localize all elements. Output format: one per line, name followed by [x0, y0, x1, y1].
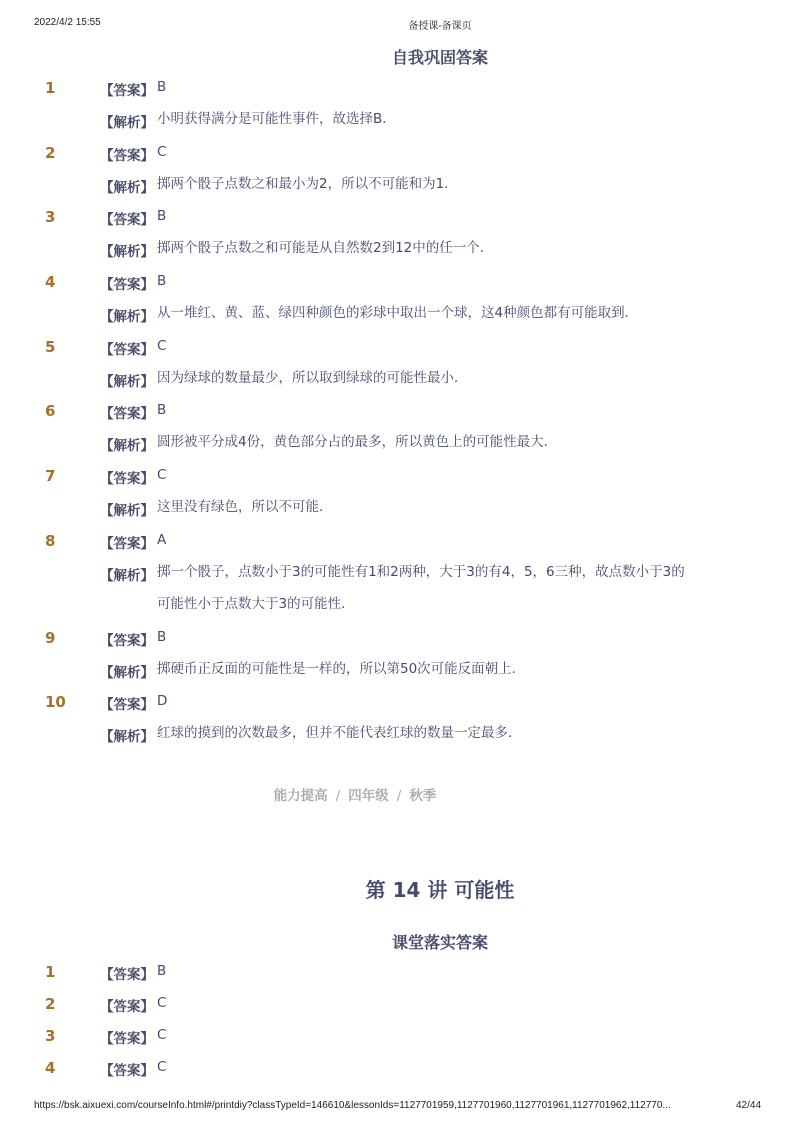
analysis-text — [157, 103, 737, 135]
breadcrumb-item: 秋季 — [409, 788, 437, 804]
answer-label: 【答案】 — [100, 633, 154, 649]
answer-label: 【答案】 — [100, 342, 154, 358]
answer-label: 【答案】 — [100, 536, 154, 552]
analysis-label: 【解析】 — [100, 180, 154, 196]
analysis-text — [157, 168, 737, 200]
analysis-line: 小明获得满分是可能性事件，故选择B． — [157, 111, 396, 127]
analysis-label: 【解析】 — [100, 438, 154, 454]
analysis-label: 【解析】 — [100, 665, 154, 681]
analysis-label: 【解析】 — [100, 729, 154, 745]
answer-value: B — [157, 963, 167, 979]
question-number: 9 — [45, 629, 56, 647]
answer-label: 【答案】 — [100, 277, 154, 293]
question-number: 4 — [45, 1059, 56, 1077]
answer-label: 【答案】 — [100, 697, 154, 713]
print-datetime: 2022/4/2 15:55 — [34, 17, 101, 28]
section-title-class-practice: 课堂落实答案 — [391, 933, 488, 952]
breadcrumb-item: 能力提高 — [273, 788, 328, 804]
section-title-self-review: 自我巩固答案 — [391, 48, 488, 67]
question-number: 5 — [45, 338, 56, 356]
analysis-line: 掷硬币正反面的可能性是一样的，所以第50次可能反面朝上． — [157, 661, 526, 677]
question-number: 7 — [45, 467, 56, 485]
answer-label: 【答案】 — [100, 471, 154, 487]
answer-value: B — [157, 273, 167, 289]
answer-label: 【答案】 — [100, 999, 154, 1015]
question-number: 6 — [45, 402, 56, 420]
answer-value: B — [157, 629, 167, 645]
page-number: 42/44 — [736, 1100, 762, 1111]
question-number: 2 — [45, 144, 56, 162]
analysis-line: 从一堆红、黄、蓝、绿四种颜色的彩球中取出一个球，这4种颜色都有可能取到． — [157, 305, 639, 321]
answer-value: C — [157, 995, 167, 1011]
print-footer — [0, 1100, 800, 1116]
question-number: 3 — [45, 1027, 56, 1045]
analysis-label: 【解析】 — [100, 244, 154, 260]
answer-value: A — [157, 532, 167, 548]
answer-value: C — [157, 338, 167, 354]
answer-label: 【答案】 — [100, 1031, 154, 1047]
question-number: 8 — [45, 532, 56, 550]
breadcrumb-item: 四年级 — [348, 788, 389, 804]
analysis-text — [157, 556, 737, 620]
analysis-label: 【解析】 — [100, 309, 154, 325]
answer-value: C — [157, 467, 167, 483]
answer-value: C — [157, 1027, 167, 1043]
answer-value: B — [157, 79, 167, 95]
analysis-text — [157, 653, 737, 685]
answer-label: 【答案】 — [100, 148, 154, 164]
analysis-text — [157, 491, 737, 523]
breadcrumb-separator: / — [396, 788, 402, 804]
analysis-line: 掷两个骰子点数之和可能是从自然数2到12中的任一个． — [157, 240, 494, 256]
analysis-label: 【解析】 — [100, 115, 154, 131]
answer-label: 【答案】 — [100, 83, 154, 99]
answer-value: B — [157, 208, 167, 224]
analysis-text — [157, 297, 737, 329]
analysis-line: 可能性小于点数大于3的可能性． — [157, 596, 355, 612]
analysis-line: 掷一个骰子，点数小于3的可能性有1和2两种，大于3的有4，5，6三种，故点数小于3的 — [157, 564, 685, 580]
question-number: 1 — [45, 963, 56, 981]
analysis-line: 因为绿球的数量最少，所以取到绿球的可能性最小． — [157, 370, 468, 386]
answer-label: 【答案】 — [100, 967, 154, 983]
question-number: 2 — [45, 995, 56, 1013]
answer-label: 【答案】 — [100, 406, 154, 422]
analysis-line: 红球的摸到的次数最多，但并不能代表红球的数量一定最多． — [157, 725, 522, 741]
analysis-label: 【解析】 — [100, 568, 154, 584]
analysis-text — [157, 362, 737, 394]
analysis-text — [157, 232, 737, 264]
question-number: 4 — [45, 273, 56, 291]
page-url: https://bsk.aixuexi.com/courseInfo.html#/printdiy?classTypeId=146610&lessonIds=1127701959,1127701960,1127701961,1127701962,112770... — [34, 1100, 671, 1111]
question-number: 3 — [45, 208, 56, 226]
question-number: 1 — [45, 79, 56, 97]
analysis-line: 这里没有绿色，所以不可能． — [157, 499, 333, 515]
analysis-line: 圆形被平分成4份，黄色部分占的最多，所以黄色上的可能性最大． — [157, 434, 558, 450]
analysis-text — [157, 717, 737, 749]
analysis-line: 掷两个骰子点数之和最小为2，所以不可能和为1． — [157, 176, 458, 192]
print-page-title: 备授课-备课页 — [408, 21, 472, 32]
breadcrumb-separator: / — [335, 788, 341, 804]
print-header — [0, 17, 800, 33]
answer-label: 【答案】 — [100, 1063, 154, 1079]
analysis-label: 【解析】 — [100, 374, 154, 390]
breadcrumb — [0, 784, 710, 804]
analysis-label: 【解析】 — [100, 503, 154, 519]
analysis-text — [157, 426, 737, 458]
answer-label: 【答案】 — [100, 212, 154, 228]
answer-value: D — [157, 693, 168, 709]
lecture-title: 第 14 讲 可能性 — [365, 878, 515, 902]
answer-value: B — [157, 402, 167, 418]
answer-value: C — [157, 144, 167, 160]
answer-value: C — [157, 1059, 167, 1075]
question-number: 10 — [45, 693, 66, 711]
